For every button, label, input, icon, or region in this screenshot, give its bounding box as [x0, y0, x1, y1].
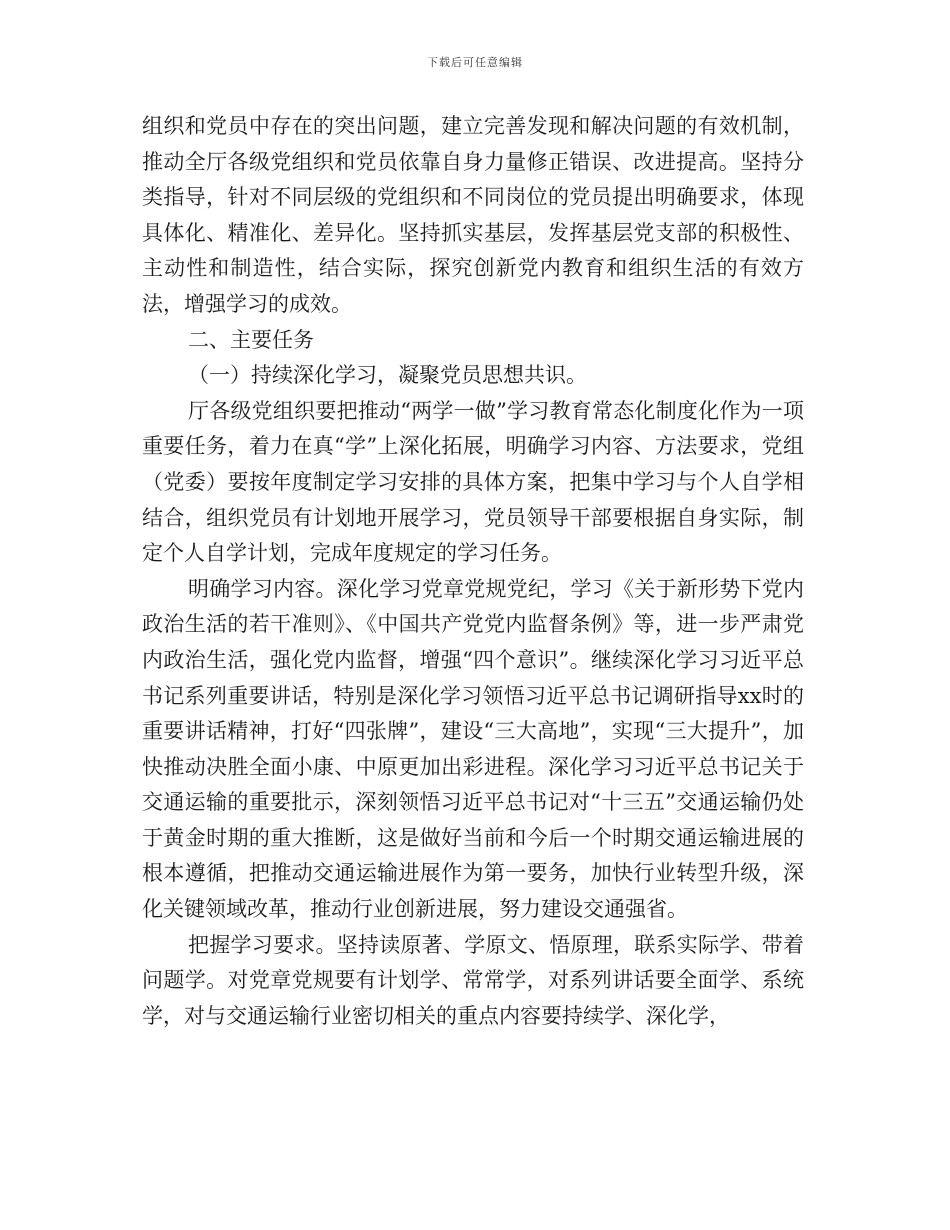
paragraph-continued: 组织和党员中存在的突出问题，建立完善发现和解决问题的有效机制，推动全厅各级党组织和党员依靠自身力量修正错误、改进提高。坚持分类指导，针对不同层级的党组织和不同岗位的党员提出明确要求，体现具体化、精准化、差异化。坚持抓实基层，发挥基层党支部的积极性、主动性和制造性，结合实际，探究创新党内教育和组织生活的有效方法，增强学习的成效。 — [142, 114, 804, 316]
document-body — [142, 109, 804, 1034]
page-header: 下载后可任意编辑 — [427, 56, 523, 69]
sub-heading: （一）持续深化学习，凝聚党员思想共识。 — [188, 363, 587, 388]
section-heading: 二、主要任务 — [188, 327, 314, 352]
paragraph-3: 把握学习要求。坚持读原著、学原文、悟原理，联系实际学、带着问题学。对党章党规要有计划学、常常学，对系列讲话要全面学、系统学，对与交通运输行业密切相关的重点内容要持续学、深化学， — [142, 932, 804, 1028]
paragraph-2: 明确学习内容。深化学习党章党规党纪，学习《关于新形势下党内政治生活的若干准则》、《中国共产党党内监督条例》等，进一步严肃党内政治生活，强化党内监督，增强“四个意识”。继续深化学习习近平总书记系列重要讲话，特别是深化学习领悟习近平总书记调研指导xx时的重要讲话精神，打好“四张牌”，建设“三大高地”，实现“三大提升”，加快推动决胜全面小康、中原更加出彩进程。深化学习习近平总书记关于交通运输的重要批示，深刻领悟习近平总书记对“十三五”交通运输仍处于黄金时期的重大推断，这是做好当前和今后一个时期交通运输进展的根本遵循，把推动交通运输进展作为第一要务，加快行业转型升级，深化关键领域改革，推动行业创新进展，努力建设交通强省。 — [142, 576, 804, 922]
paragraph-1: 厅各级党组织要把推动“两学一做”学习教育常态化制度化作为一项重要任务，着力在真“学”上深化拓展，明确学习内容、方法要求，党组（党委）要按年度制定学习安排的具体方案，把集中学习与个人自学相结合，组织党员有计划地开展学习，党员领导干部要根据自身实际，制定个人自学计划，完成年度规定的学习任务。 — [142, 398, 804, 566]
